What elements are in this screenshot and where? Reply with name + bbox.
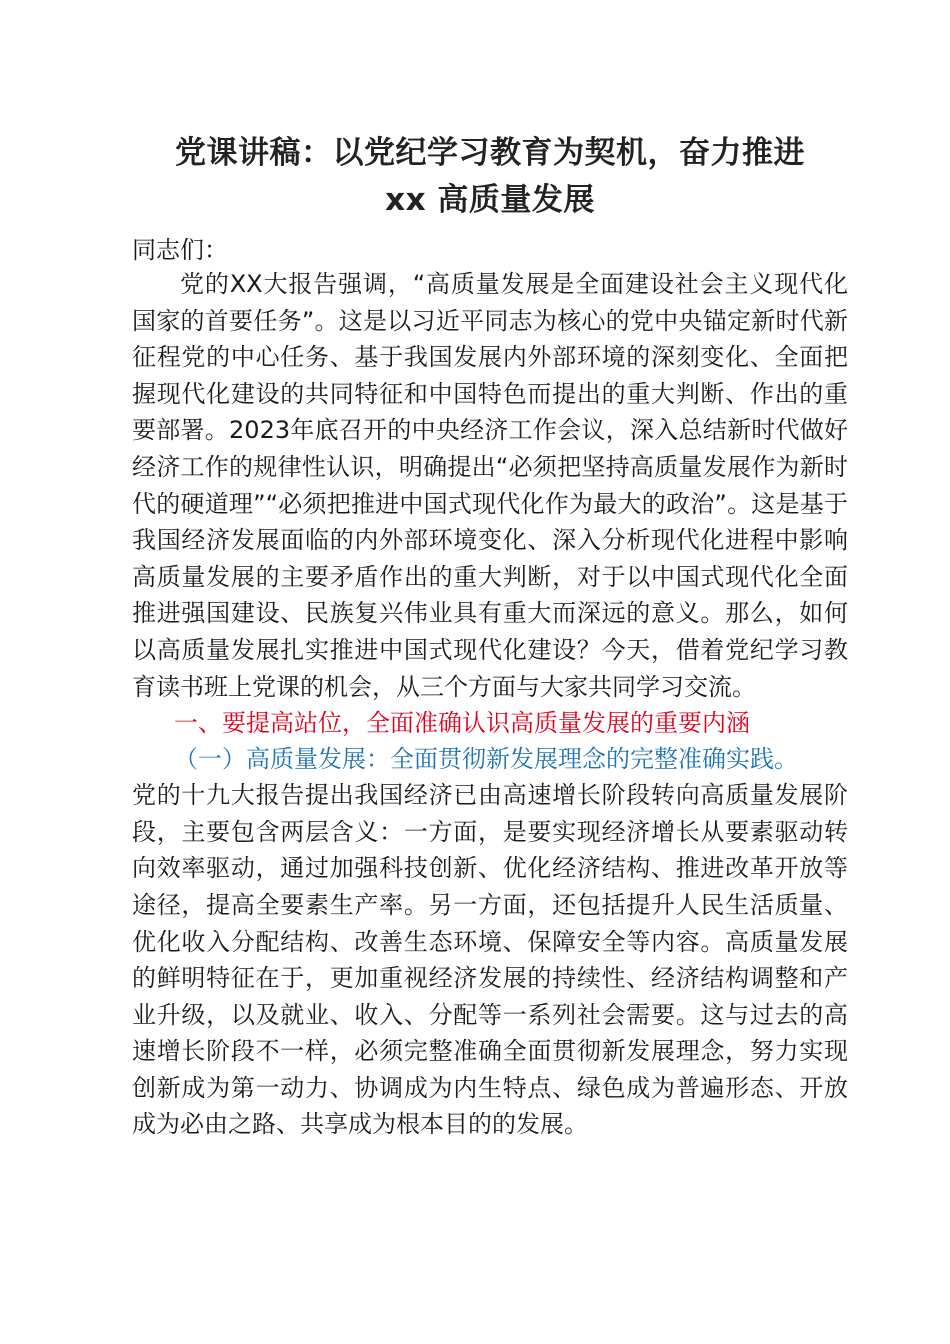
document-title: [132, 130, 848, 224]
document-page: [132, 130, 848, 1143]
section-heading: 一、要提高站位，全面准确认识高质量发展的重要内涵: [174, 709, 750, 738]
salutation: 同志们：: [132, 236, 228, 264]
title-line-2: xx 高质量发展: [385, 182, 595, 218]
title-line-1: 党课讲稿：以党纪学习教育为契机，奋力推进: [175, 135, 805, 171]
intro-paragraph: 党的XX大报告强调，“高质量发展是全面建设社会主义现代化国家的首要任务”。这是以习近平同志为核心的党中央锚定新时代新征程党的中心任务、基于我国发展内外部环境的深刻变化、全面把握现代化建设的共同特征和中国特色而提出的重大判断、作出的重要部署。2023年底召开的中央经济工作会议，深入总结新时代做好经济工作的规律性认识，明确提出“必须把坚持高质量发展作为新时代的硬道理”“必须把推进中国式现代化作为最大的政治”。这是基于我国经济发展面临的内外部环境变化、深入分析现代化进程中影响高质量发展的主要矛盾作出的重大判断，对于以中国式现代化全面推进强国建设、民族复兴伟业具有重大而深远的意义。那么，如何以高质量发展扎实推进中国式现代化建设？今天，借着党纪学习教育读书班上党课的机会，从三个方面与大家共同学习交流。: [132, 270, 848, 701]
body-paragraph: 党的十九大报告提出我国经济已由高速增长阶段转向高质量发展阶段，主要包含两层含义：一方面，是要实现经济增长从要素驱动转向效率驱动，通过加强科技创新、优化经济结构、推进改革开放等途径，提高全要素生产率。另一方面，还包括提升人民生活质量、优化收入分配结构、改善生态环境、保障安全等内容。高质量发展的鲜明特征在于，更加重视经济发展的持续性、经济结构调整和产业升级，以及就业、收入、分配等一系列社会需要。这与过去的高速增长阶段不一样，必须完整准确全面贯彻新发展理念，努力实现创新成为第一动力、协调成为内生特点、绿色成为普遍形态、开放成为必由之路、共享成为根本目的的发展。: [132, 781, 848, 1139]
subsection-heading: （一）高质量发展：全面贯彻新发展理念的完整准确实践。: [174, 745, 798, 774]
